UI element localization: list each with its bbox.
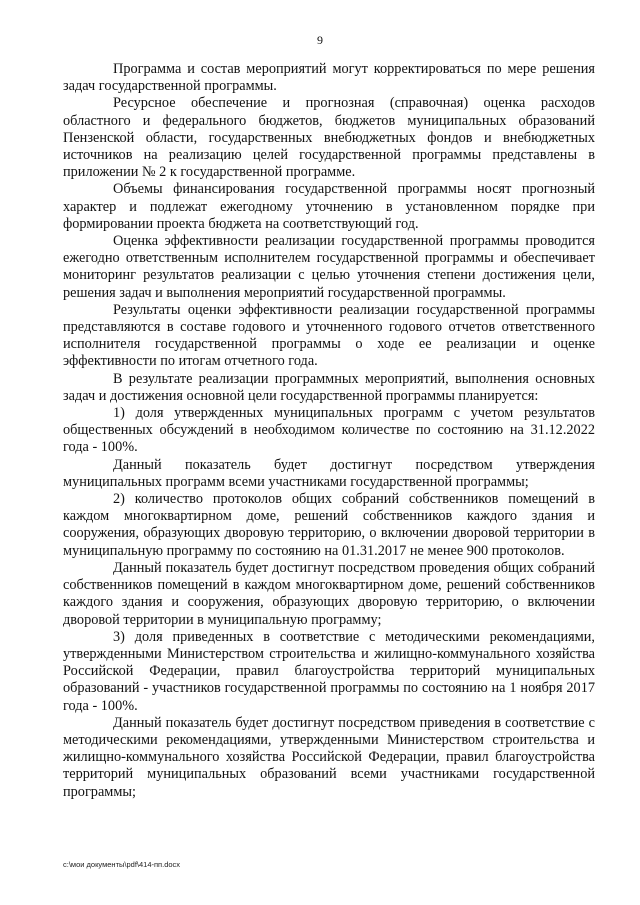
footer-file-path: c:\мои документы\pdf\414-пп.docx xyxy=(63,860,181,869)
paragraph-indicator-1: 1) доля утвержденных муниципальных программ с учетом результатов общественных обсуждений в необходимом количестве по состоянию на 31.12.2022 года - 100%. xyxy=(63,405,595,456)
paragraph-indicator-1-method: Данный показатель будет достигнут посредством утверждения муниципальных программ всеми участниками государственной программы; xyxy=(63,456,595,490)
paragraph-resource-provision: Ресурсное обеспечение и прогнозная (справочная) оценка расходов областного и федерального бюджетов, бюджетов муниципальных образований Пензенской области, государственных внебюджетных фондов и внебюджетных источников на реализацию целей государственной программы представлены в приложении № 2 к государственной программе. xyxy=(63,95,595,181)
paragraph-financing-volumes: Объемы финансирования государственной программы носят прогнозный характер и подлежат ежегодному уточнению в установленном порядке при формировании проекта бюджета на соответствующий год. xyxy=(63,181,595,232)
paragraph-planned-results: В результате реализации программных мероприятий, выполнения основных задач и достижения основной цели государственной программы планируется: xyxy=(63,370,595,404)
paragraph-assessment-results: Результаты оценки эффективности реализации государственной программы представляются в составе годового и уточненного годового отчетов ответственного исполнителя государственной программы о ходе ее реализации и оценке эффективности по итогам отчетного года. xyxy=(63,301,595,370)
document-body xyxy=(63,61,595,801)
paragraph-indicator-3: 3) доля приведенных в соответствие с методическими рекомендациями, утвержденными Министерством строительства и жилищно-коммунального хозяйства Российской Федерации, правил благоустройства территорий муниципальных образований - участников государственной программы по состоянию на 1 ноября 2017 года - 100%. xyxy=(63,628,595,714)
paragraph-program-adjustment: Программа и состав мероприятий могут корректироваться по мере решения задач государственной программы. xyxy=(63,61,595,95)
paragraph-indicator-2: 2) количество протоколов общих собраний собственников помещений в каждом многоквартирном доме, решений собственников каждого здания и сооружения, образующих дворовую территорию, о включении дворовой территории в муниципальную программу по состоянию на 01.31.2017 не менее 900 протоколов. xyxy=(63,491,595,559)
paragraph-indicator-2-method: Данный показатель будет достигнут посредством проведения общих собраний собственников помещений в каждом многоквартирном доме, решений собственников каждого здания и сооружения, образующих дворовую территорию, о включении дворовой территории в муниципальную программу; xyxy=(63,559,595,628)
paragraph-efficiency-assessment: Оценка эффективности реализации государственной программы проводится ежегодно ответственным исполнителем государственной программы и обеспечивает мониторинг результатов реализации с целью уточнения степени достижения цели, решения задач и выполнения мероприятий государственной программы. xyxy=(63,233,595,301)
paragraph-indicator-3-method: Данный показатель будет достигнут посредством приведения в соответствие с методическими рекомендациями, утвержденными Министерством строительства и жилищно-коммунального хозяйства Российской Федерации, правил благоустройства территорий муниципальных образований всеми участниками государственной программы; xyxy=(63,714,595,800)
page-number: 9 xyxy=(317,33,323,47)
